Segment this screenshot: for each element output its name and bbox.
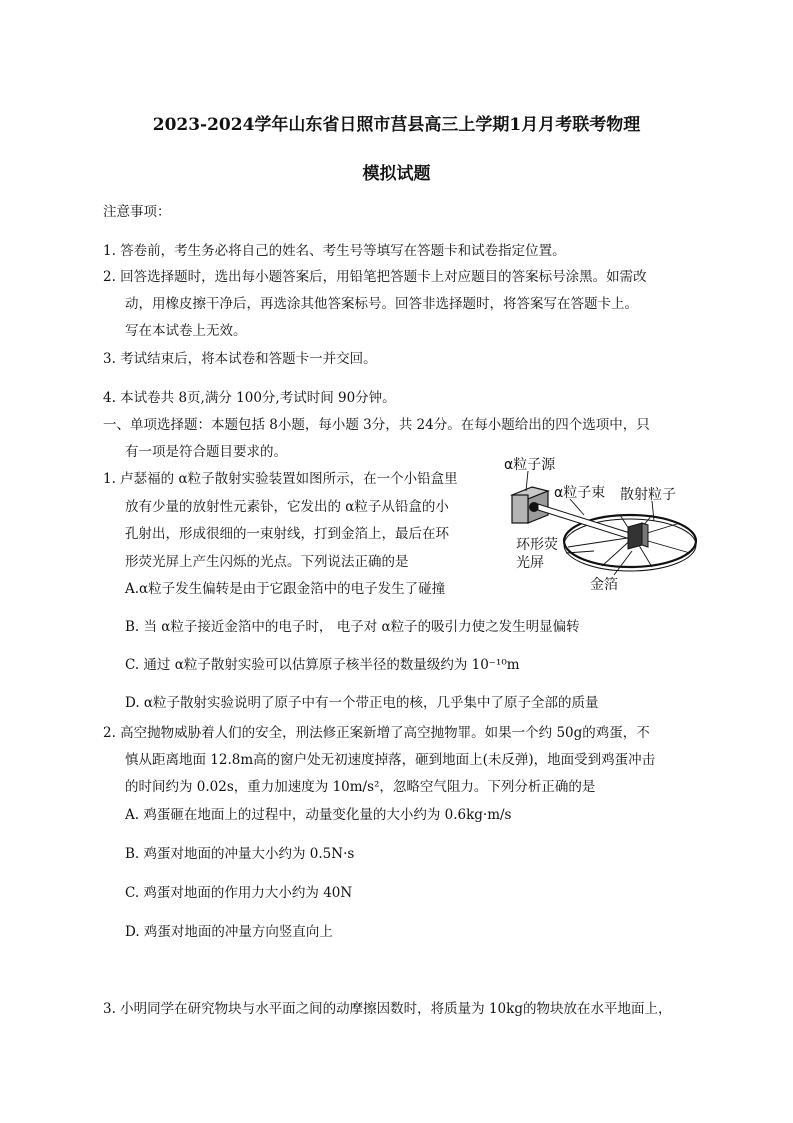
section-heading: 一、单项选择题：本题包括 8小题，每小题 3分，共 24分。在每小题给出的四个选项中，只: [103, 417, 650, 433]
notice-item-2-cont: 动，用橡皮擦干净后，再选涂其他答案标号。回答非选择题时，将答案写在答题卡上。: [125, 296, 638, 312]
q1-option-d: D. α粒子散射实验说明了原子中有一个带正电的核，几乎集中了原子全部的质量: [125, 695, 599, 711]
label-alpha-beam: α粒子束: [554, 485, 606, 501]
q1-option-c: C. 通过 α粒子散射实验可以估算原子核半径的数量级约为 10⁻¹⁰m: [125, 657, 520, 673]
label-screen-line1: 环形荧: [516, 537, 558, 553]
section-heading-cont: 有一项是符合题目要求的。: [125, 444, 287, 460]
q1-stem-line1: 1. 卢瑟福的 α粒子散射实验装置如图所示，在一个小铅盒里: [103, 471, 458, 487]
q1-stem-line2: 放有少量的放射性元素钋，它发出的 α粒子从铅盒的小: [125, 499, 449, 515]
q1-option-b: B. 当 α粒子接近金箔中的电子时， 电子对 α粒子的吸引力使之发生明显偏转: [125, 619, 580, 635]
alpha-beam: [538, 504, 630, 539]
q2-option-c: C. 鸡蛋对地面的作用力大小约为 40N: [125, 885, 353, 901]
paper-title-line1: 2023-2024学年山东省日照市莒县高三上学期1月月考联考物理: [152, 115, 641, 135]
q2-stem-line2: 慎从距离地面 12.8m高的窗户处无初速度掉落，砸到地面上(未反弹)，地面受到鸡蛋冲击: [125, 752, 656, 768]
q2-option-a: A. 鸡蛋砸在地面上的过程中，动量变化量的大小约为 0.6kg·m/s: [125, 807, 512, 823]
q2-option-d: D. 鸡蛋对地面的冲量方向竖直向上: [125, 924, 333, 940]
notice-item-4: 4. 本试卷共 8页,满分 100分,考试时间 90分钟。: [103, 390, 396, 406]
label-screen-line2: 光屏: [516, 555, 544, 571]
notice-item-3: 3. 考试结束后，将本试卷和答题卡一并交回。: [103, 351, 377, 367]
label-gold-foil: 金箔: [590, 577, 618, 593]
q3-stem-line1: 3. 小明同学在研究物块与水平面之间的动摩擦因数时，将质量为 10kg的物块放在水平地面上，: [103, 1001, 672, 1017]
notice-item-2-cont2: 写在本试卷上无效。: [125, 323, 247, 339]
q1-stem-line3: 孔射出，形成很细的一束射线，打到金箔上，最后在环: [125, 526, 449, 542]
notice-item-1: 1. 答卷前，考生务必将自己的姓名、考生号等填写在答题卡和试卷指定位置。: [103, 243, 566, 259]
q2-stem-line3: 的时间约为 0.02s，重力加速度为 10m/s²，忽略空气阻力。下列分析正确的是: [125, 779, 596, 795]
q2-stem-line1: 2. 高空抛物威胁着人们的安全，刑法修正案新增了高空抛物罪。如果一个约 50g的鸡蛋，不: [103, 725, 650, 741]
notice-item-2: 2. 回答选择题时，选出每小题答案后，用铅笔把答题卡上对应题目的答案标号涂黑。如需改: [103, 269, 647, 285]
label-scattered-particles: 散射粒子: [620, 487, 676, 503]
gold-foil: [628, 523, 648, 549]
q2-option-b: B. 鸡蛋对地面的冲量大小约为 0.5N·s: [125, 846, 355, 862]
q1-stem-line4: 形荧光屏上产生闪烁的光点。下列说法正确的是: [125, 554, 409, 570]
paper-title-line2: 模拟试题: [362, 164, 431, 184]
notice-heading: 注意事项：: [103, 204, 171, 220]
label-alpha-source: α粒子源: [504, 457, 556, 473]
rutherford-apparatus-figure: [502, 453, 698, 593]
q1-option-a: A.α粒子发生偏转是由于它跟金箔中的电子发生了碰撞: [125, 581, 446, 597]
